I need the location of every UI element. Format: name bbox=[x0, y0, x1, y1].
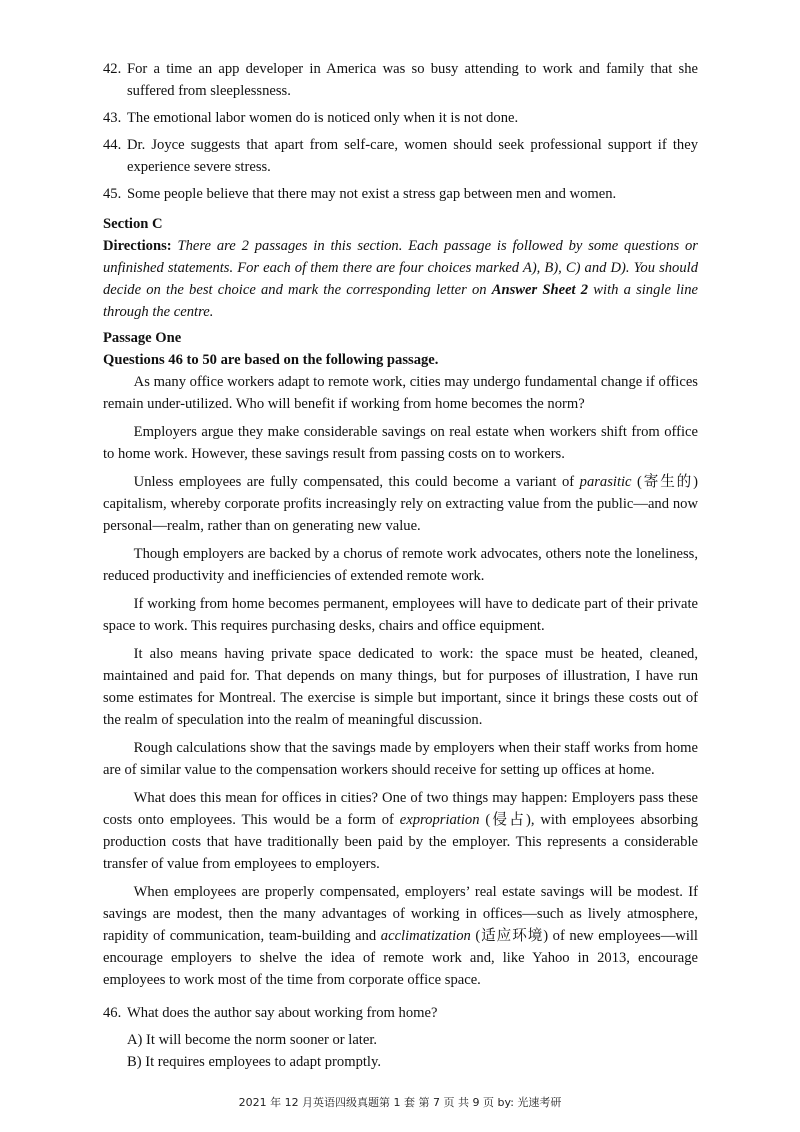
statement-text: Dr. Joyce suggests that apart from self-care, women should seek professional support if they experience severe stress. bbox=[127, 137, 698, 175]
section-title: Section C bbox=[103, 216, 163, 232]
term-expropriation: expropriation bbox=[399, 812, 480, 828]
statement-text: Some people believe that there may not exist a stress gap between men and women. bbox=[127, 186, 617, 202]
statement-number: 45. bbox=[103, 186, 122, 202]
statement-number: 42. bbox=[103, 61, 122, 77]
gloss-parasitic: (寄生的) bbox=[637, 474, 698, 490]
directions-label: Directions: bbox=[103, 238, 172, 254]
paragraph-3-start: Unless employees are fully compensated, this could become a variant of bbox=[133, 474, 575, 490]
directions bbox=[103, 235, 698, 323]
paragraph-8-end: with employees absorbing production costs that have traditionally been paid by the employer. This represents a considerable transfer of value from employees to employers. bbox=[103, 812, 698, 872]
page-footer: 2021 年 12 月英语四级真题第 1 套 第 7 页 共 9 页 by: 光速考研 bbox=[238, 1096, 562, 1109]
paragraph-4: Though employers are backed by a chorus of remote work advocates, others note the loneliness, reduced productivity and inefficiencies of extended remote work. bbox=[103, 546, 698, 584]
directions-text: There are 2 passages in this section. Each passage is followed by some questions or unfinished statements. For each of them there are four choices marked A), B), C) and D). You should decide on the best choice and mark the corresponding letter on bbox=[103, 238, 698, 298]
question-number: 46. bbox=[103, 1005, 122, 1021]
paragraph-6: It also means having private space dedicated to work: the space must be heated, cleaned, maintained and paid for. That depends on many things, but for purposes of illustration, I have run some estimates for Montreal. The exercise is simple but important, since it brings these costs out of the realm of speculation into the realm of meaningful discussion. bbox=[103, 646, 698, 728]
paragraph-5: If working from home becomes permanent, employees will have to dedicate part of their private space to work. This requires purchasing desks, chairs and office equipment. bbox=[103, 596, 698, 634]
gloss-acclimatization: (适应环境) bbox=[475, 928, 549, 944]
question-text: What does the author say about working from home? bbox=[127, 1005, 438, 1021]
paragraph-9-start: When employees are properly compensated, employers’ real estate savings will be modest. If savings are modest, then the many advantages of working in offices—such as lively atmosphere, rapidity of communication, team-building and bbox=[103, 884, 698, 944]
statement-number: 44. bbox=[103, 137, 122, 153]
statement-text: The emotional labor women do is noticed only when it is not done. bbox=[127, 110, 519, 126]
statement-42 bbox=[103, 58, 698, 102]
exam-page bbox=[103, 58, 698, 1073]
paragraph-8-start: What does this mean for offices in cities? One of two things may happen: Employers pass these costs onto employees. This would be a form of bbox=[103, 790, 698, 828]
passage-title: Passage One bbox=[103, 330, 182, 346]
statement-43 bbox=[103, 107, 698, 129]
answer-sheet-label: Answer Sheet 2 bbox=[491, 282, 589, 298]
term-parasitic: parasitic bbox=[579, 474, 632, 490]
paragraph-3 bbox=[103, 471, 698, 537]
passage-subtitle: Questions 46 to 50 are based on the following passage. bbox=[103, 352, 439, 368]
statement-number: 43. bbox=[103, 110, 122, 126]
option-b[interactable]: B) It requires employees to adapt promptly. bbox=[127, 1054, 381, 1070]
paragraph-1: As many office workers adapt to remote work, cities may undergo fundamental change if offices remain under-utilized. Who will benefit if working from home becomes the norm? bbox=[103, 374, 698, 412]
statement-44 bbox=[103, 134, 698, 178]
directions-end: with a single line through the centre. bbox=[103, 282, 698, 320]
paragraph-9 bbox=[103, 881, 698, 991]
term-acclimatization: acclimatization bbox=[380, 928, 471, 944]
paragraph-2: Employers argue they make considerable savings on real estate when workers shift from office to home work. However, these savings result from passing costs on to workers. bbox=[103, 424, 698, 462]
gloss-expropriation: (侵占), bbox=[485, 812, 535, 828]
question-46 bbox=[103, 1002, 698, 1024]
statement-45 bbox=[103, 183, 698, 205]
paragraph-8 bbox=[103, 787, 698, 875]
statement-text: For a time an app developer in America was so busy attending to work and family that she suffered from sleeplessness. bbox=[127, 61, 698, 99]
paragraph-7: Rough calculations show that the savings made by employers when their staff works from home are of similar value to the compensation workers should receive for setting up offices at home. bbox=[103, 740, 698, 778]
paragraph-9-end: of new employees—will encourage employers to shelve the idea of remote work and, like Yahoo in 2013, encourage employees to work most of the time from corporate office space. bbox=[103, 928, 698, 988]
option-a[interactable]: A) It will become the norm sooner or later. bbox=[127, 1032, 378, 1048]
paragraph-3-end: capitalism, whereby corporate profits increasingly rely on extracting value from the public—and now personal—realm, rather than on generating new value. bbox=[103, 496, 698, 534]
